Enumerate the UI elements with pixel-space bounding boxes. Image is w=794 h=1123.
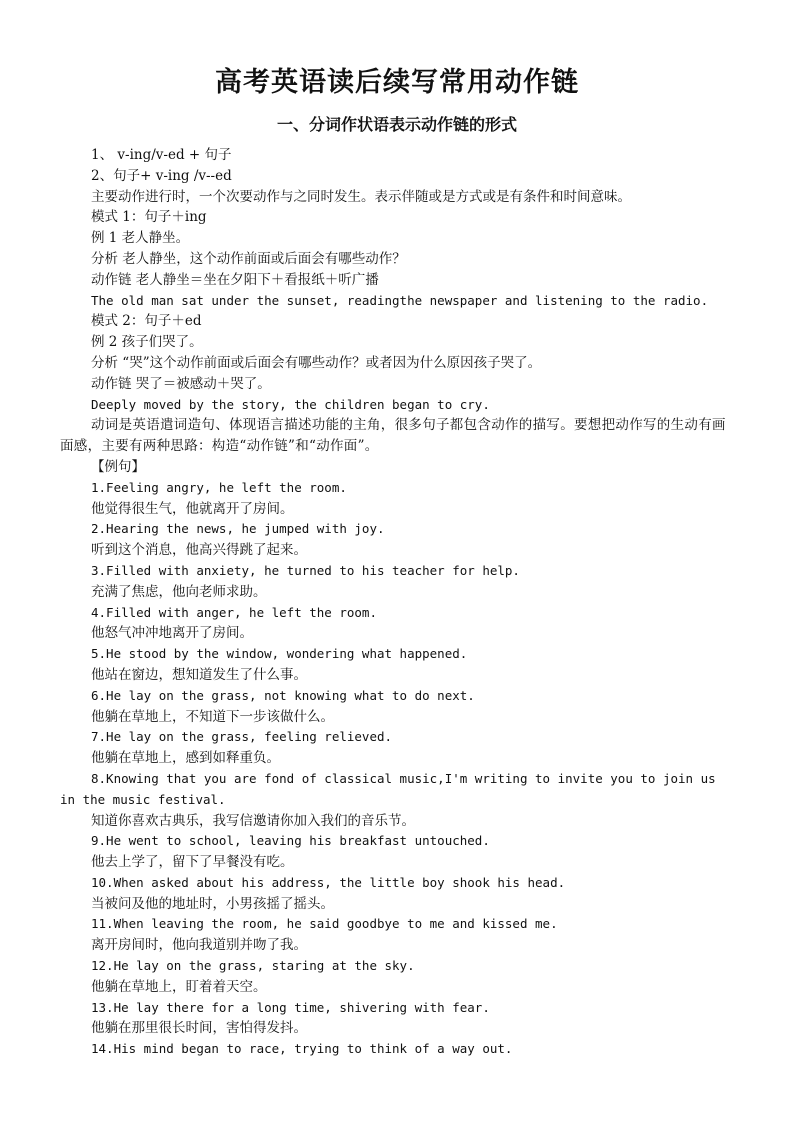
text-line: 他觉得很生气，他就离开了房间。 [91,500,294,517]
text-line: 听到这个消息，他高兴得跳了起来。 [91,542,307,559]
english-sentence: 4.Filled with anger, he left the room. [91,604,377,620]
text-line: 动作链 哭了＝被感动＋哭了。 [91,375,271,392]
text-line: 2、句子+ v-ing /v--ed [91,167,232,184]
text-line: 他躺在草地上，盯着着天空。 [91,978,267,995]
english-sentence: 6.He lay on the grass, not knowing what to do next. [91,687,475,703]
text-line: 他躺在那里很长时间，害怕得发抖。 [91,1020,307,1037]
document-title: 高考英语读后续写常用动作链 [215,67,579,98]
section-heading: 一、分词作状语表示动作链的形式 [276,115,517,134]
text-line: 例 2 孩子们哭了。 [91,334,203,351]
text-line: 模式 2：句子＋ed [91,313,202,330]
text-line: 动作链 老人静坐＝坐在夕阳下＋看报纸＋听广播 [91,271,379,288]
text-line: 当被问及他的地址时，小男孩摇了摇头。 [91,895,334,912]
text-line: 分析 老人静坐，这个动作前面或后面会有哪些动作？ [91,250,406,267]
text-line: 【例句】 [91,458,145,475]
english-sentence: 14.His mind began to race, trying to think of a way out. [91,1041,513,1057]
text-line: 知道你喜欢古典乐，我写信邀请你加入我们的音乐节。 [91,812,415,829]
text-line: 分析 “哭”这个动作前面或后面会有哪些动作？或者因为什么原因孩子哭了。 [91,354,542,371]
text-line: 充满了焦虑，他向老师求助。 [91,583,267,600]
english-sentence: 2.Hearing the news, he jumped with joy. [91,521,385,537]
text-line: 1、 v-ing/v-ed + 句子 [91,147,232,163]
english-sentence: 7.He lay on the grass, feeling relieved. [91,729,393,745]
text-line: 模式 1：句子＋ing [91,209,207,226]
text-line: 主要动作进行时，一个次要动作与之同时发生。表示伴随或是方式或是有条件和时间意味。 [91,188,631,205]
text-line: 他怒气冲冲地离开了房间。 [91,625,253,642]
english-sentence: 1.Feeling angry, he left the room. [91,479,347,495]
text-line: 他站在窗边，想知道发生了什么事。 [91,666,307,683]
english-sentence: 9.He went to school, leaving his breakfast untouched. [91,833,490,849]
english-sentence: 13.He lay there for a long time, shivering with fear. [91,999,490,1015]
english-sentence: The old man sat under the sunset, readingthe newspaper and listening to the radio. [91,292,709,308]
text-line: 他躺在草地上，不知道下一步该做什么。 [91,708,334,725]
english-sentence: 10.When asked about his address, the little boy shook his head. [91,874,566,890]
english-sentence: 3.Filled with anxiety, he turned to his teacher for help. [91,562,520,578]
text-line: 例 1 老人静坐。 [91,230,190,247]
text-line: 他躺在草地上，感到如释重负。 [91,750,280,767]
text-line: 他去上学了，留下了早餐没有吃。 [91,854,294,871]
english-sentence: 8.Knowing that you are fond of classical music,I'm writing to invite you to join us in the music festival. [60,770,716,807]
text-line: 离开房间时，他向我道别并吻了我。 [91,937,307,954]
english-sentence: 12.He lay on the grass, staring at the sky. [91,958,415,974]
english-sentence: 5.He stood by the window, wondering what happened. [91,646,468,662]
english-sentence: Deeply moved by the story, the children began to cry. [91,396,490,412]
english-sentence: 11.When leaving the room, he said goodbye to me and kissed me. [91,916,558,932]
text-line: 动词是英语遣词造句、体现语言描述功能的主角，很多句子都包含动作的描写。要想把动作写的生动有画面感，主要有两种思路：构造“动作链”和“动作面”。 [60,417,726,455]
document-body [60,145,736,1060]
